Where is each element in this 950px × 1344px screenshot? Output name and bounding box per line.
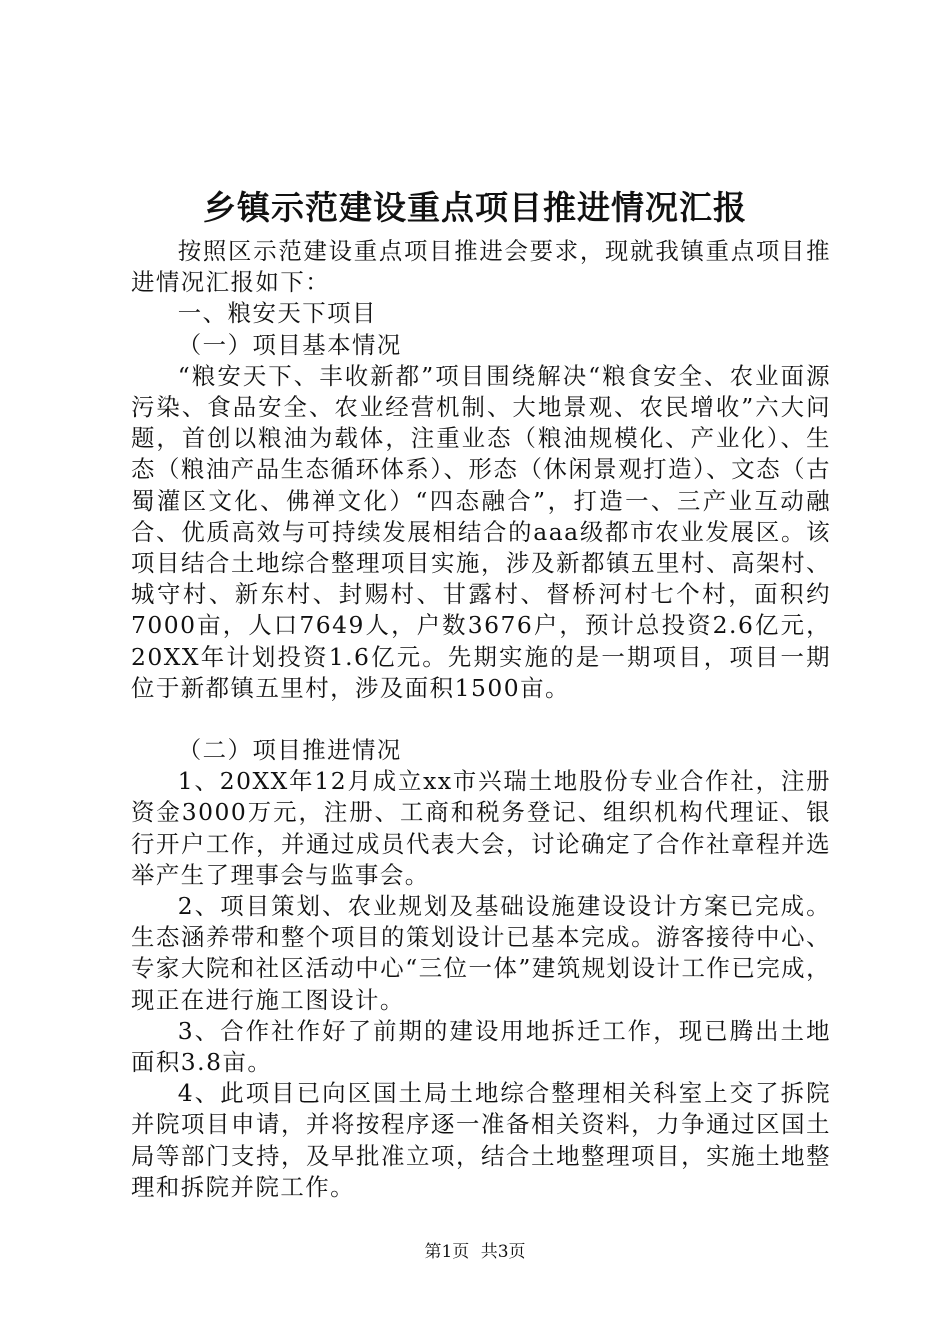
intro-paragraph: 按照区示范建设重点项目推进会要求，现就我镇重点项目推进情况汇报如下： [131,237,831,297]
progress-item-2: 2、项目策划、农业规划及基础设施建设设计方案已完成。生态涵养带和整个项目的策划设计已基本完成。游客接待中心、专家大院和社区活动中心“三位一体”建筑规划设计工作已完成，现正在进行施工图设计。 [131,892,831,1014]
progress-item-3: 3、合作社作好了前期的建设用地拆迁工作，现已腾出土地面积3.8亩。 [131,1016,831,1077]
project-basic-info-paragraph: “粮安天下、丰收新都”项目围绕解决“粮食安全、农业面源污染、食品安全、农业经营机制、大地景观、农民增收”六大问题，首创以粮油为载体，注重业态（粮油规模化、产业化）、生态（粮油产品生态循环体系）、形态（休闲景观打造）、文态（古蜀灌区文化、佛禅文化）“四态融合”，打造一、三产业互动融合、优质高效与可持续发展相结合的aaa级都市农业发展区。该项目结合土地综合整理项目实施，涉及新都镇五里村、高架村、城守村、新东村、封赐村、甘露村、督桥河村七个村，面积约7000亩，人口7649人，户数3676户，预计总投资2.6亿元，20XX年计划投资1.6亿元。先期实施的是一期项目，项目一期位于新都镇五里村，涉及面积1500亩。 [131,361,831,702]
page-number-footer: 第1页 共3页 [424,1242,526,1262]
paragraph-gap [131,704,831,735]
document-title: 乡镇示范建设重点项目推进情况汇报 [203,188,747,227]
document-body [131,236,831,1203]
subsection-heading-1: （一）项目基本情况 [177,330,402,359]
subsection-heading-2: （二）项目推进情况 [177,736,402,765]
progress-item-4: 4、此项目已向区国土局土地综合整理相关科室上交了拆院并院项目申请，并将按程序逐一准备相关资料，力争通过区国土局等部门支持，及早批准立项，结合土地整理项目，实施土地整理和拆院并院工作。 [131,1079,831,1201]
section-heading-1: 一、粮安天下项目 [177,299,377,328]
progress-item-1: 1、20XX年12月成立xx市兴瑞土地股份专业合作社，注册资金3000万元，注册、工商和税务登记、组织机构代理证、银行开户工作，并通过成员代表大会，讨论确定了合作社章程并选举产生了理事会与监事会。 [131,767,831,889]
